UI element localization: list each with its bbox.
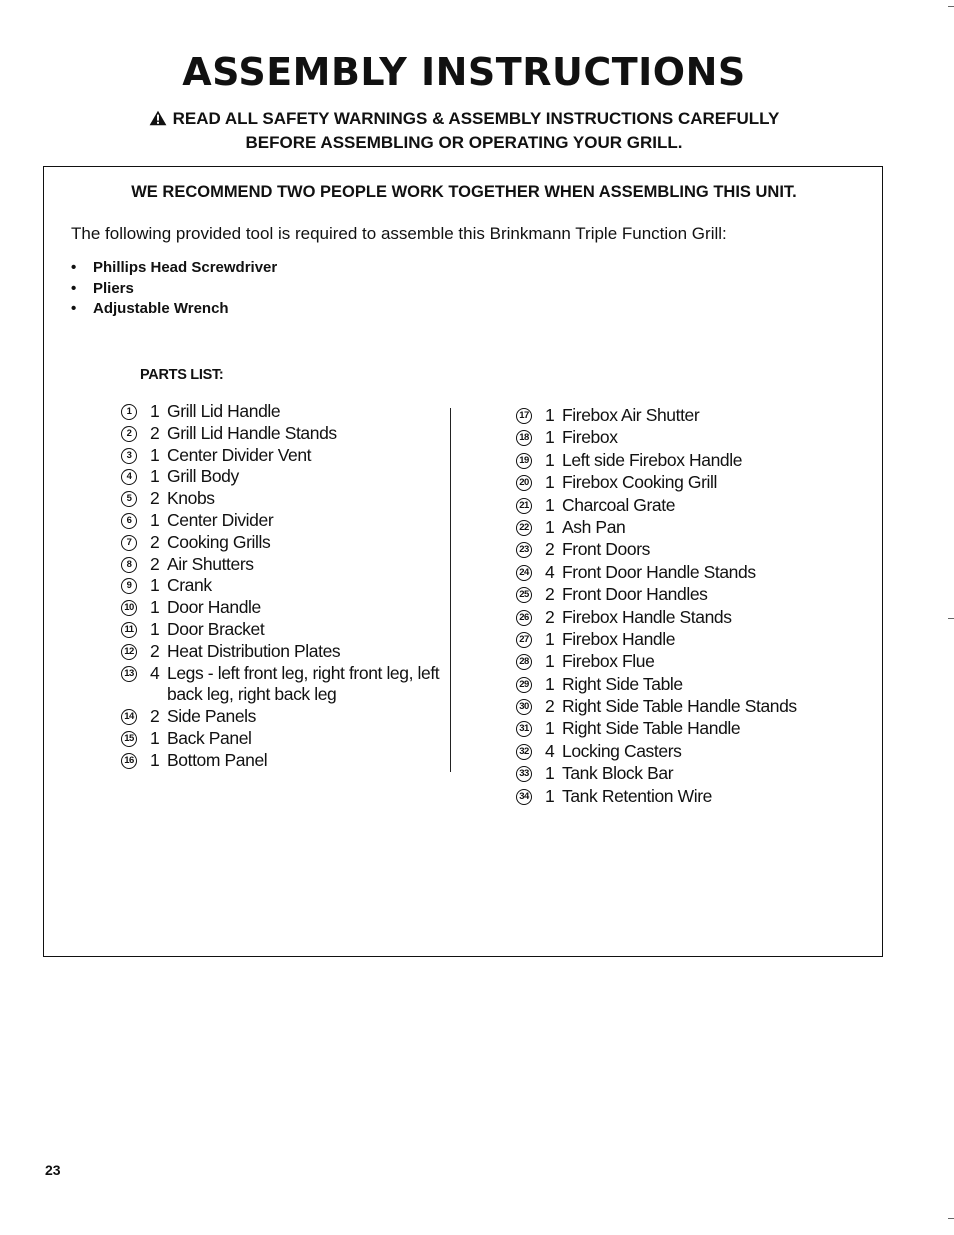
part-quantity: 2: [545, 584, 555, 605]
part-number-badge: 13: [121, 666, 137, 682]
part-item: [516, 517, 856, 539]
parts-list-right: [516, 405, 856, 808]
part-quantity: 1: [545, 628, 555, 649]
crop-mark: [948, 6, 954, 7]
part-number-badge: 26: [516, 610, 532, 626]
page-title: ASSEMBLY INSTRUCTIONS: [182, 50, 746, 94]
part-item: [516, 472, 856, 494]
part-quantity: 2: [150, 488, 160, 509]
part-name: Grill Lid Handle Stands: [167, 422, 337, 443]
part-item: [121, 488, 441, 510]
part-item: [516, 584, 856, 606]
part-name: Locking Casters: [562, 740, 682, 761]
part-number-badge: 18: [516, 430, 532, 446]
part-quantity: 1: [545, 494, 555, 515]
part-quantity: 1: [545, 516, 555, 537]
part-quantity: 2: [150, 706, 160, 727]
part-quantity: 1: [545, 673, 555, 694]
part-quantity: 1: [545, 427, 555, 448]
part-name: Center Divider: [167, 509, 274, 530]
part-quantity: 1: [545, 472, 555, 493]
part-name: Ash Pan: [562, 516, 626, 537]
part-item: [516, 427, 856, 449]
part-item: [121, 532, 441, 554]
parts-list-title: PARTS LIST:: [140, 367, 224, 383]
part-number-badge: 27: [516, 632, 532, 648]
part-item: [121, 597, 441, 619]
part-item: [516, 651, 856, 673]
part-name: Grill Body: [167, 466, 239, 487]
part-quantity: 1: [150, 466, 160, 487]
part-item: [121, 706, 441, 728]
part-name: Tank Block Bar: [562, 763, 674, 784]
instructions-box: [43, 166, 883, 957]
part-item: [516, 718, 856, 740]
part-item: [516, 495, 856, 517]
part-name: Front Door Handles: [562, 584, 708, 605]
recommendation-note: WE RECOMMEND TWO PEOPLE WORK TOGETHER WHEN ASSEMBLING THIS UNIT.: [131, 183, 797, 201]
part-name: Firebox Air Shutter: [562, 405, 700, 425]
tools-intro: The following provided tool is required to assemble this Brinkmann Triple Function Grill:: [71, 224, 727, 243]
part-name: Right Side Table Handle: [562, 718, 741, 739]
part-number-badge: 34: [516, 789, 532, 805]
part-name: Legs - left front leg, right front leg, left back leg, right back leg: [167, 662, 440, 705]
part-item: [516, 629, 856, 651]
part-quantity: 2: [150, 553, 160, 574]
part-quantity: 1: [150, 618, 160, 639]
part-quantity: 2: [545, 696, 555, 717]
part-name: Cooking Grills: [167, 531, 271, 552]
part-name: Door Handle: [167, 597, 261, 618]
part-number-badge: 10: [121, 600, 137, 616]
part-name: Knobs: [167, 488, 215, 509]
part-item: [516, 405, 856, 427]
part-number-badge: 12: [121, 644, 137, 660]
part-quantity: 4: [545, 740, 555, 761]
part-item: [516, 607, 856, 629]
part-number-badge: 24: [516, 565, 532, 581]
part-quantity: 1: [150, 597, 160, 618]
part-name: Charcoal Grate: [562, 494, 676, 515]
part-item: [516, 539, 856, 561]
part-name: Door Bracket: [167, 618, 265, 639]
part-name: Bottom Panel: [167, 749, 268, 770]
part-name: Air Shutters: [167, 553, 254, 574]
part-number-badge: 25: [516, 587, 532, 603]
part-number-badge: 17: [516, 408, 532, 424]
part-quantity: 2: [150, 531, 160, 552]
tool-item: • Phillips Head Screwdriver: [71, 259, 278, 276]
part-item: [121, 641, 441, 663]
part-item: [121, 728, 441, 750]
part-number-badge: 32: [516, 744, 532, 760]
part-name: Front Doors: [562, 539, 650, 560]
part-item: [516, 450, 856, 472]
part-quantity: 4: [545, 561, 555, 582]
part-quantity: 1: [150, 401, 160, 421]
part-number-badge: 9: [121, 578, 137, 594]
part-quantity: 1: [545, 449, 555, 470]
part-quantity: 1: [545, 763, 555, 784]
part-number-badge: 15: [121, 731, 137, 747]
part-item: [121, 510, 441, 532]
part-quantity: 4: [150, 662, 160, 683]
part-item: [516, 562, 856, 584]
crop-mark: [948, 618, 954, 619]
part-number-badge: 6: [121, 513, 137, 529]
part-item: [121, 619, 441, 641]
part-name: Firebox Flue: [562, 651, 655, 672]
part-name: Firebox Handle: [562, 628, 676, 649]
part-quantity: 2: [150, 640, 160, 661]
part-item: [516, 741, 856, 763]
part-name: Right Side Table Handle Stands: [562, 696, 797, 717]
part-item: [516, 763, 856, 785]
warning-line-2: BEFORE ASSEMBLING OR OPERATING YOUR GRILL.: [245, 133, 683, 152]
part-item: [121, 750, 441, 772]
column-divider: [450, 408, 451, 772]
part-name: Tank Retention Wire: [562, 785, 712, 806]
part-number-badge: 28: [516, 654, 532, 670]
part-quantity: 1: [150, 509, 160, 530]
parts-list-left: [121, 401, 441, 772]
part-name: Right Side Table: [562, 673, 683, 694]
part-number-badge: 30: [516, 699, 532, 715]
part-name: Left side Firebox Handle: [562, 449, 743, 470]
part-number-badge: 14: [121, 709, 137, 725]
part-number-badge: 21: [516, 498, 532, 514]
part-number-badge: 1: [121, 404, 137, 420]
part-name: Front Door Handle Stands: [562, 561, 756, 582]
part-number-badge: 7: [121, 535, 137, 551]
part-quantity: 1: [545, 718, 555, 739]
part-item: [121, 401, 441, 423]
part-number-badge: 22: [516, 520, 532, 536]
part-quantity: 1: [150, 749, 160, 770]
part-number-badge: 33: [516, 766, 532, 782]
part-item: [121, 445, 441, 467]
part-name: Heat Distribution Plates: [167, 640, 341, 661]
part-name: Crank: [167, 575, 212, 596]
part-number-badge: 3: [121, 448, 137, 464]
part-number-badge: 19: [516, 453, 532, 469]
part-item: [121, 423, 441, 445]
part-quantity: 1: [150, 575, 160, 596]
page-number: 23: [45, 1162, 61, 1178]
part-number-badge: 2: [121, 426, 137, 442]
tool-item: • Pliers: [71, 279, 134, 297]
part-item: [121, 575, 441, 597]
crop-mark: [948, 1218, 954, 1219]
part-name: Side Panels: [167, 706, 256, 727]
part-item: [121, 663, 441, 707]
part-name: Firebox Handle Stands: [562, 606, 732, 627]
part-quantity: 2: [545, 606, 555, 627]
part-number-badge: 5: [121, 491, 137, 507]
tools-list: [71, 258, 277, 320]
part-number-badge: 11: [121, 622, 137, 638]
part-quantity: 1: [545, 405, 555, 425]
part-quantity: 2: [545, 539, 555, 560]
part-item: [121, 554, 441, 576]
part-name: Firebox Cooking Grill: [562, 472, 717, 493]
part-name: Back Panel: [167, 727, 252, 748]
part-quantity: 1: [150, 727, 160, 748]
part-item: [516, 786, 856, 808]
part-number-badge: 31: [516, 721, 532, 737]
part-number-badge: 23: [516, 542, 532, 558]
part-name: Firebox: [562, 427, 618, 448]
part-item: [516, 696, 856, 718]
part-quantity: 1: [545, 651, 555, 672]
part-number-badge: 16: [121, 753, 137, 769]
tool-item: • Adjustable Wrench: [71, 300, 229, 317]
part-number-badge: 20: [516, 475, 532, 491]
warning-line-1: READ ALL SAFETY WARNINGS & ASSEMBLY INSTRUCTIONS CAREFULLY: [172, 109, 780, 128]
part-quantity: 2: [150, 422, 160, 443]
part-number-badge: 29: [516, 677, 532, 693]
part-item: [121, 466, 441, 488]
part-quantity: 1: [545, 785, 555, 806]
part-quantity: 1: [150, 444, 160, 465]
part-name: Grill Lid Handle: [167, 401, 281, 421]
safety-warning: [0, 108, 928, 154]
part-name: Center Divider Vent: [167, 444, 312, 465]
part-item: [516, 674, 856, 696]
part-number-badge: 4: [121, 469, 137, 485]
warning-triangle-icon: [149, 110, 167, 132]
part-number-badge: 8: [121, 557, 137, 573]
